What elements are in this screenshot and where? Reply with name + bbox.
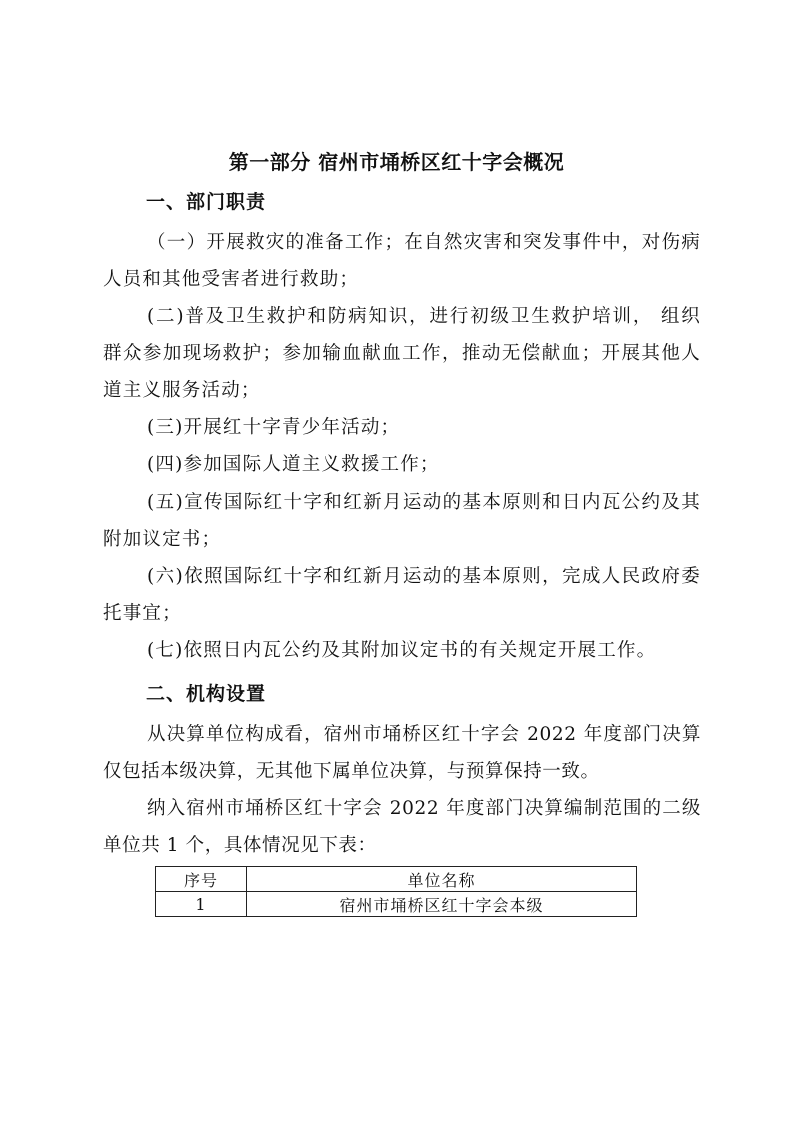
- table-row: [156, 892, 637, 917]
- duty-paragraph-3: (三)开展红十字青少年活动；: [147, 417, 401, 438]
- duty-paragraph-6: (六)依照国际红十字和红新月运动的基本原则，完成人民政府委托事宜；: [103, 566, 701, 624]
- page-title: 第一部分 宿州市埇桥区红十字会概况: [228, 150, 565, 174]
- duty-paragraph-7: (七)依照日内瓦公约及其附加议定书的有关规定开展工作。: [147, 640, 657, 661]
- units-table: [155, 866, 637, 917]
- table-header-seq: 序号: [156, 867, 247, 892]
- duty-paragraph-4: (四)参加国际人道主义救援工作；: [147, 454, 440, 475]
- organization-paragraph-1: 从决算单位构成看，宿州市埇桥区红十字会 2022 年度部门决算仅包括本级决算，无其他下属单位决算，与预算保持一致。: [103, 724, 701, 782]
- section-heading-duties: 一、部门职责: [146, 191, 267, 213]
- organization-paragraph-2: 纳入宿州市埇桥区红十字会 2022 年度部门决算编制范围的二级单位共 1 个，具体情况见下表：: [103, 798, 701, 856]
- section-heading-organization: 二、机构设置: [146, 683, 267, 705]
- duty-paragraph-2: (二)普及卫生救护和防病知识，进行初级卫生救护培训， 组织群众参加现场救护；参加输血献血工作，推动无偿献血；开展其他人道主义服务活动；: [103, 306, 701, 401]
- table-header-row: [156, 867, 637, 892]
- table-header-unit-name: 单位名称: [247, 867, 637, 892]
- duty-paragraph-5: (五)宣传国际红十字和红新月运动的基本原则和日内瓦公约及其附加议定书；: [103, 492, 701, 550]
- table-cell-unit-name: 宿州市埇桥区红十字会本级: [247, 892, 637, 917]
- duty-paragraph-1: （一）开展救灾的准备工作；在自然灾害和突发事件中，对伤病人员和其他受害者进行救助；: [103, 232, 701, 290]
- table-cell-seq: 1: [156, 892, 247, 917]
